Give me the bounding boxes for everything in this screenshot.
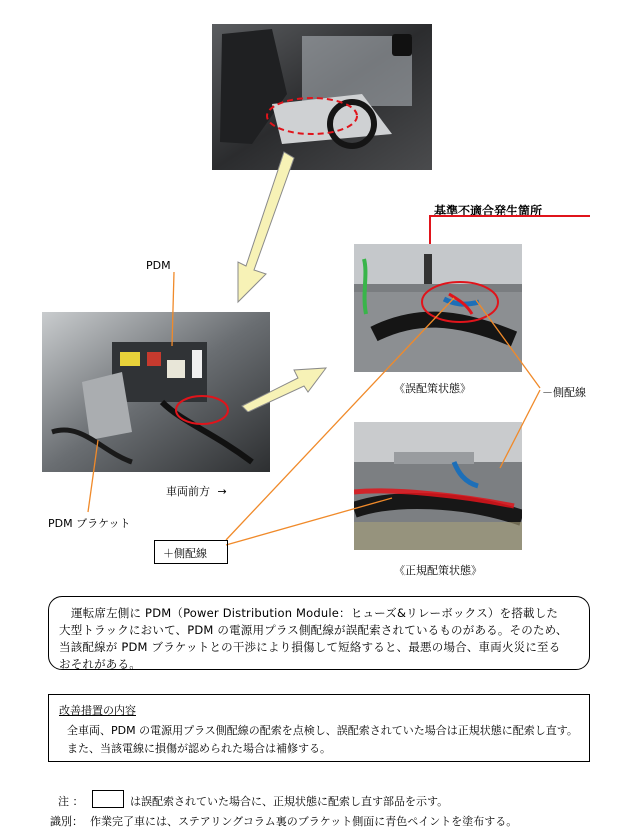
note-text: は誤配索されていた場合に、正規状態に配索し直す部品を示す。 bbox=[130, 795, 449, 808]
vehicle-front-text: 車両前方 bbox=[166, 485, 210, 498]
improvement-title: 改善措置の内容 bbox=[59, 704, 136, 717]
nonconformity-heading: 基準不適合発生箇所 bbox=[434, 204, 543, 218]
plus-wire-label: ＋側配線 bbox=[163, 547, 207, 560]
minus-wire-label: －側配線 bbox=[542, 386, 586, 399]
wrong-routing-caption: 《誤配策状態》 bbox=[394, 382, 471, 395]
id-label: 識別： bbox=[50, 815, 83, 828]
improvement-line-1: 全車両、PDM の電源用プラス側配線の配索を点検し、誤配索されていた場合は正規状態に配索し直す。 bbox=[67, 724, 578, 737]
description-line-3: 当該配線が PDM ブラケットとの干渉により損傷して短絡すると、最悪の場合、車両火災に至る bbox=[59, 640, 561, 654]
plus-wire-box bbox=[154, 540, 228, 564]
id-text: 作業完了車には、ステアリングコラム裏のブラケット側面に青色ペイントを塗布する。 bbox=[90, 815, 518, 828]
note-legend-box bbox=[92, 790, 124, 808]
improvement-line-2: また、当該電線に損傷が認められた場合は補修する。 bbox=[67, 742, 331, 755]
pdm-bracket-label: PDM ブラケット bbox=[48, 517, 131, 530]
description-line-4: おそれがある。 bbox=[59, 657, 141, 671]
front-arrow-icon: → bbox=[217, 485, 227, 498]
improvement-box bbox=[48, 694, 590, 762]
description-line-1: 運転席左側に PDM（Power Distribution Module：ヒューズ&リレーボックス）を搭載した bbox=[71, 606, 559, 620]
description-line-2: 大型トラックにおいて、PDM の電源用プラス側配線が誤配索されているものがある。そのため、 bbox=[59, 623, 568, 637]
correct-routing-caption: 《正規配策状態》 bbox=[394, 564, 482, 577]
note-label: 注 ： bbox=[58, 795, 84, 808]
description-box bbox=[48, 596, 590, 670]
vehicle-front-label bbox=[166, 483, 227, 499]
pdm-label: PDM bbox=[146, 259, 171, 272]
